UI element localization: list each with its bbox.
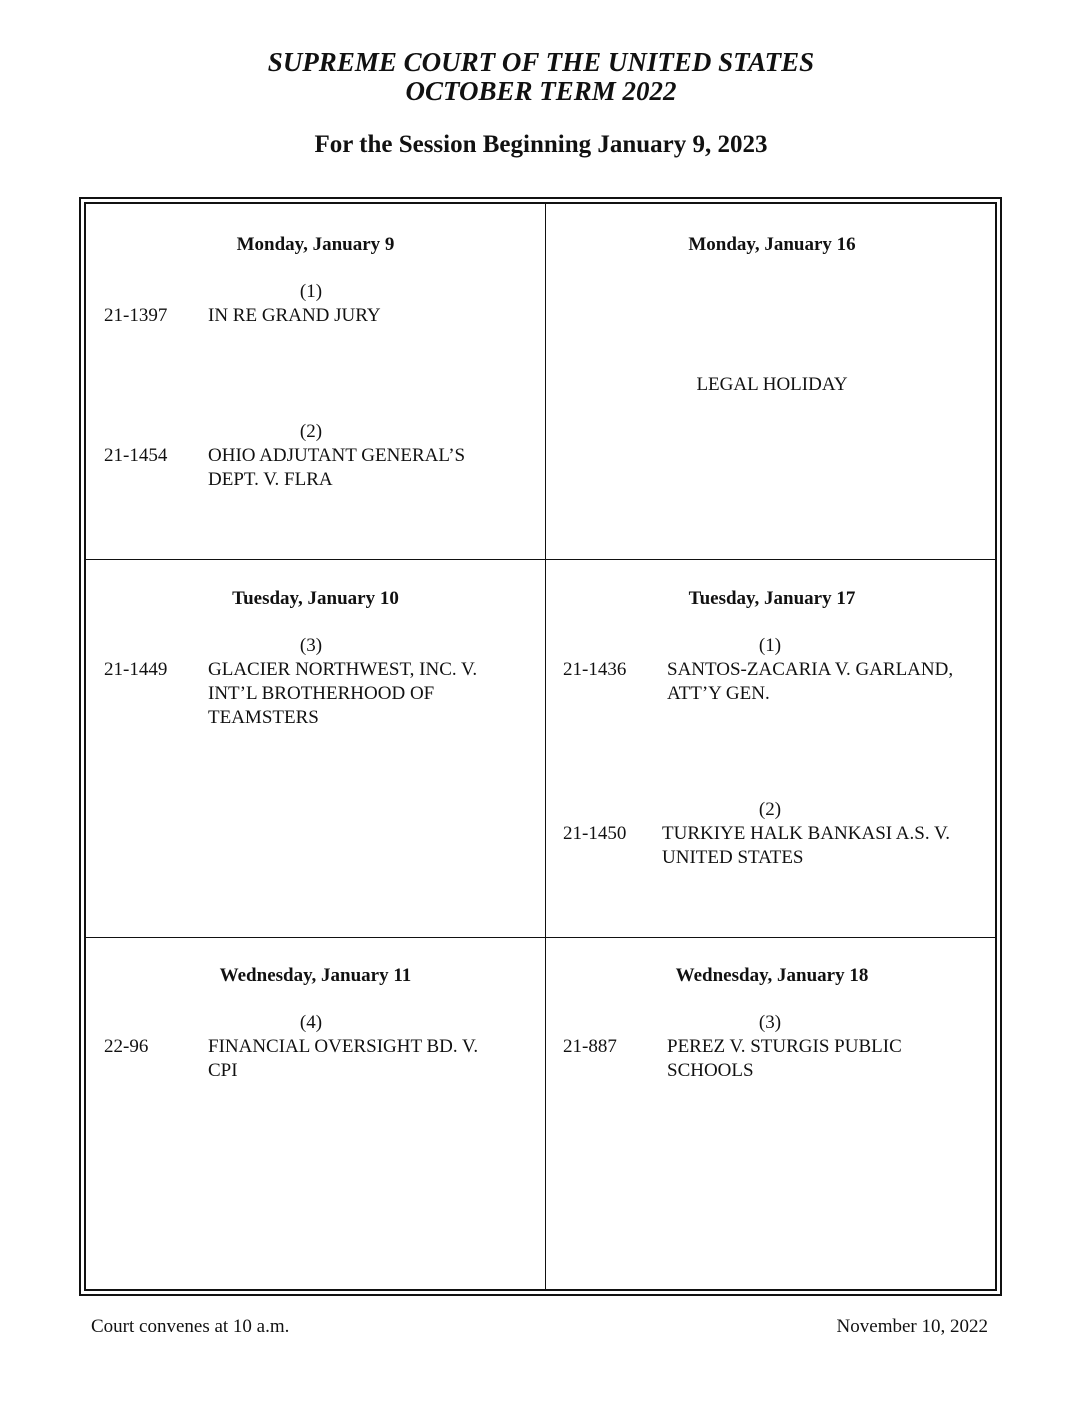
calendar-table: [79, 197, 1002, 1296]
day-heading: Wednesday, January 18: [675, 965, 869, 986]
argument-order: (3): [758, 1012, 782, 1033]
term-title: OCTOBER TERM 2022: [405, 76, 677, 106]
docket-number: 21-1450: [563, 823, 627, 844]
docket-number: 21-1449: [104, 659, 168, 680]
case-title: PEREZ V. STURGIS PUBLIC SCHOOLS: [667, 1036, 902, 1081]
case-title: FINANCIAL OVERSIGHT BD. V. CPI: [208, 1036, 479, 1081]
holiday-note: LEGAL HOLIDAY: [696, 374, 848, 395]
court-title: SUPREME COURT OF THE UNITED STATES: [267, 47, 815, 77]
day-cell-mon-jan-9: [86, 204, 545, 559]
issue-date: November 10, 2022: [836, 1316, 988, 1337]
document-header: [0, 48, 1082, 160]
day-heading: Monday, January 9: [236, 234, 395, 255]
argument-order: (2): [758, 799, 782, 820]
day-heading: Tuesday, January 17: [688, 588, 856, 609]
calendar-table-inner: [84, 202, 997, 1291]
argument-order: (1): [758, 635, 782, 656]
docket-number: 21-887: [563, 1036, 617, 1057]
docket-number: 22-96: [104, 1036, 149, 1057]
case-title: GLACIER NORTHWEST, INC. V. INT’L BROTHERHOOD OF TEAMSTERS: [208, 659, 478, 728]
argument-order: (1): [299, 281, 323, 302]
day-heading: Wednesday, January 11: [219, 965, 412, 986]
case-title: OHIO ADJUTANT GENERAL’S DEPT. V. FLRA: [208, 445, 466, 490]
day-cell-tue-jan-10: [86, 559, 545, 937]
day-heading: Tuesday, January 10: [232, 588, 399, 609]
argument-order: (3): [299, 635, 323, 656]
day-cell-mon-jan-16: [545, 204, 999, 559]
argument-order: (4): [299, 1012, 323, 1033]
argument-order: (2): [299, 421, 323, 442]
case-title: IN RE GRAND JURY: [208, 305, 381, 326]
docket-number: 21-1454: [104, 445, 168, 466]
docket-number: 21-1397: [104, 305, 168, 326]
day-heading: Monday, January 16: [688, 234, 856, 255]
day-cell-wed-jan-18: [545, 937, 999, 1293]
session-title: For the Session Beginning January 9, 2023: [314, 131, 768, 158]
docket-number: 21-1436: [563, 659, 627, 680]
day-cell-wed-jan-11: [86, 937, 545, 1293]
case-title: TURKIYE HALK BANKASI A.S. V. UNITED STATES: [662, 823, 951, 868]
convenes-note: Court convenes at 10 a.m.: [91, 1316, 290, 1337]
day-cell-tue-jan-17: [545, 559, 999, 937]
case-title: SANTOS-ZACARIA V. GARLAND, ATT’Y GEN.: [667, 659, 954, 704]
